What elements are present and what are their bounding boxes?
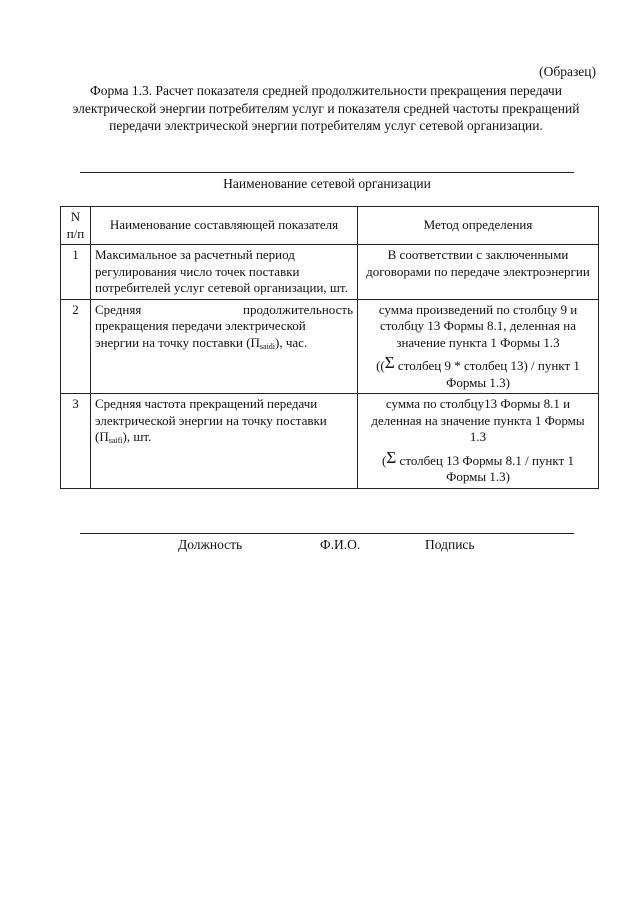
indicator-table <box>60 206 599 489</box>
sample-label: (Образец) <box>539 64 596 79</box>
formula-text: столбец 9 * столбец 13) / пункт 1 Формы 1.3) <box>394 358 580 390</box>
row-name-second-word: продолжительность <box>243 301 353 317</box>
row-method-text: сумма произведений по столбцу 9 и столбцу 13 Формы 8.1, деленная на значение пункта 1 Формы 1.3 <box>378 301 578 350</box>
row-method <box>358 394 599 489</box>
row-name-first-line <box>95 302 353 319</box>
header-method: Метод определения <box>358 207 599 245</box>
table-row <box>61 299 599 394</box>
table-row <box>61 245 599 300</box>
table-header-row <box>61 207 599 245</box>
organization-caption: Наименование сетевой организации <box>223 176 431 191</box>
row-formula <box>362 355 594 391</box>
formula-text: столбец 13 Формы 8.1 / пункт 1 Формы 1.3) <box>396 452 574 484</box>
row-num: 1 <box>61 245 91 300</box>
row-method: В соответствии с заключенными договорами по передаче электроэнергии <box>358 245 599 300</box>
signature-name-label: Ф.И.О. <box>320 537 361 552</box>
row-num: 3 <box>61 394 91 489</box>
row-method-text: сумма по столбцу13 Формы 8.1 и деленная на значение пункта 1 Формы 1.3 <box>371 396 585 444</box>
row-formula <box>362 447 594 486</box>
row-name-text: Средняя частота прекращений передачи электрической энергии на точку поставки (П <box>95 396 327 444</box>
header-num: N п/п <box>61 207 91 245</box>
row-num: 2 <box>61 299 91 394</box>
row-name-suffix: ), шт. <box>122 429 152 444</box>
row-name <box>91 299 358 394</box>
row-method <box>358 299 599 394</box>
signature-sign-label: Подпись <box>425 537 475 552</box>
formula-open: (( <box>376 358 385 373</box>
formula-open: ( <box>382 452 387 468</box>
row-name-first-word: Средняя <box>95 301 142 317</box>
row-name-suffix: ), час. <box>275 334 308 350</box>
table-row <box>61 394 599 489</box>
row-name-text: прекращения передачи электрической энергии на точку поставки (П <box>95 318 306 350</box>
form-title: Форма 1.3. Расчет показателя средней продолжительности прекращения передачи электрической энергии потребителям услуг и показателя средней частоты прекращений передачи электрической энергии потребителям услуг сетевой организации. <box>72 83 580 133</box>
saidi-subscript: saidi <box>259 341 276 351</box>
organization-name-line <box>80 172 574 173</box>
sigma-symbol: Σ <box>384 353 395 372</box>
row-name: Максимальное за расчетный период регулирования число точек поставки потребителей услуг сетевой организации, шт. <box>91 245 358 300</box>
signature-line <box>80 533 574 534</box>
row-name <box>91 394 358 489</box>
header-name: Наименование составляющей показателя <box>91 207 358 245</box>
sigma-symbol: Σ <box>386 447 397 467</box>
saifi-subscript: saifi <box>108 436 123 445</box>
signature-position-label: Должность <box>178 537 243 552</box>
